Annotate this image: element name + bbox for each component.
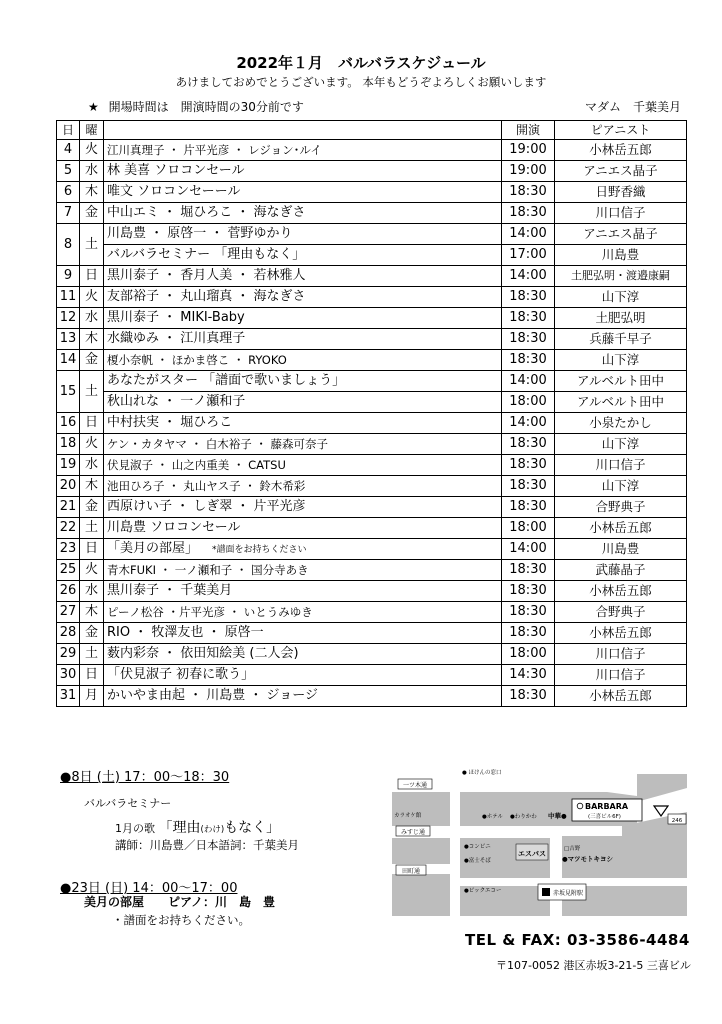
tel-fax: TEL & FAX: 03-3586-4484 [465, 931, 690, 949]
song-prefix: 1月の歌 [115, 822, 155, 835]
day-cell: 5 [57, 161, 80, 182]
time-cell: 14:30 [502, 665, 555, 686]
weekday-cell: 金 [80, 203, 104, 224]
event1-title: ●8日 (土) 17：00～18：30 [60, 770, 230, 785]
pianist-cell: 小林岳五郎 [555, 686, 687, 707]
day-cell: 7 [57, 203, 80, 224]
weekday-cell: 水 [80, 308, 104, 329]
pianist-cell: 山下淳 [555, 434, 687, 455]
table-row [57, 602, 687, 623]
performer-text: 「伏見淑子 初春に歌う」 [107, 667, 255, 682]
weekday-cell: 木 [80, 329, 104, 350]
pianist-cell: 川口信子 [555, 665, 687, 686]
day-cell: 22 [57, 518, 80, 539]
performer-text: 秋山れな ・ 一ノ瀬和子 [107, 394, 246, 409]
weekday-cell: 木 [80, 182, 104, 203]
pianist-cell: 小林岳五郎 [555, 623, 687, 644]
song-title-a: 「理由 [158, 820, 201, 836]
performer-text: 「美月の部屋」 [107, 540, 199, 556]
performer-text: ピーノ松谷 ・片平光彦 ・ いとうみゆき [107, 605, 313, 619]
performer-cell [104, 581, 502, 602]
map-label: □吉野 [564, 846, 581, 852]
table-row [57, 140, 687, 161]
opening-note-text: 開場時間は 開演時間の30分前です [108, 100, 304, 114]
day-cell: 26 [57, 581, 80, 602]
map-label: カラオケ館 [394, 813, 422, 819]
weekday-cell: 水 [80, 581, 104, 602]
table-row [57, 392, 687, 413]
table-row [57, 455, 687, 476]
map-label: 一ツ木通 [402, 782, 428, 789]
day-cell: 21 [57, 497, 80, 518]
time-cell: 18:00 [502, 644, 555, 665]
time-cell: 14:00 [502, 371, 555, 392]
day-cell: 16 [57, 413, 80, 434]
performer-text: あなたがスター 「譜面で歌いましょう」 [107, 373, 346, 388]
table-row [57, 224, 687, 245]
performer-cell [104, 476, 502, 497]
time-cell: 17:00 [502, 245, 555, 266]
performer-cell [104, 350, 502, 371]
map-label: (三喜ビル6F) [588, 814, 621, 820]
song-title-b: もなく」 [224, 820, 281, 836]
performer-text: ケン・カタヤマ ・ 白木裕子 ・ 藤森可奈子 [107, 437, 329, 451]
table-row [57, 665, 687, 686]
map-label: 赤坂見附駅 [553, 890, 584, 897]
pianist-cell: アニエス晶子 [555, 161, 687, 182]
time-cell: 14:00 [502, 224, 555, 245]
performer-cell [104, 182, 502, 203]
pianist-cell: 土肥弘明・渡邉康嗣 [555, 266, 687, 287]
weekday-cell: 水 [80, 161, 104, 182]
pianist-cell: 川口信子 [555, 455, 687, 476]
time-cell: 18:30 [502, 455, 555, 476]
day-cell: 30 [57, 665, 80, 686]
pianist-cell: 川口信子 [555, 644, 687, 665]
map-label: BARBARA [585, 802, 629, 811]
map-label: ●コンビニ [464, 844, 491, 850]
map-label: ● ほけんの窓口 [462, 770, 502, 776]
performer-text: 黒川泰子 ・ MIKI-Baby [107, 310, 245, 325]
performer-text: 水織ゆみ ・ 江川真理子 [107, 331, 246, 346]
performer-cell [104, 539, 502, 560]
performer-cell [104, 224, 502, 245]
day-cell: 4 [57, 140, 80, 161]
weekday-cell: 土 [80, 518, 104, 539]
weekday-cell: 火 [80, 287, 104, 308]
performer-cell [104, 413, 502, 434]
map-label: ●ビックエコー [464, 888, 502, 894]
weekday-cell: 土 [80, 224, 104, 266]
table-row [57, 371, 687, 392]
performer-cell [104, 623, 502, 644]
performer-text: 池田ひろ子 ・ 丸山ヤス子 ・ 鈴木希彩 [107, 479, 306, 493]
performer-text: 唯文 ソロコンセーール [107, 184, 241, 199]
pianist-cell: 小林岳五郎 [555, 581, 687, 602]
day-cell: 31 [57, 686, 80, 707]
map-label: 中華● [548, 812, 567, 820]
day-cell: 19 [57, 455, 80, 476]
map-label: エスパス [518, 850, 546, 858]
madam-name: マダム 千葉美月 [584, 100, 681, 114]
time-cell: 18:30 [502, 308, 555, 329]
performer-text: バルバラセミナー 「理由もなく」 [107, 247, 306, 262]
col-day-header: 日 [57, 121, 80, 140]
pianist-cell: 小林岳五郎 [555, 518, 687, 539]
weekday-cell: 日 [80, 266, 104, 287]
event1-subtitle: バルバラセミナー [84, 797, 172, 810]
weekday-cell: 日 [80, 539, 104, 560]
pianist-cell: 山下淳 [555, 350, 687, 371]
weekday-cell: 木 [80, 476, 104, 497]
performer-cell [104, 665, 502, 686]
performer-cell [104, 329, 502, 350]
day-cell: 14 [57, 350, 80, 371]
pianist-cell: 小泉たかし [555, 413, 687, 434]
weekday-cell: 金 [80, 497, 104, 518]
pianist-cell: 兵藤千早子 [555, 329, 687, 350]
performer-text: RIO ・ 牧澤友也 ・ 原啓一 [107, 625, 264, 640]
greeting: あけましておめでとうございます。 本年もどうぞよろしくお願いします [175, 75, 547, 89]
performer-cell [104, 161, 502, 182]
time-cell: 18:30 [502, 329, 555, 350]
pianist-cell: 合野典子 [555, 497, 687, 518]
table-row [57, 581, 687, 602]
day-cell: 25 [57, 560, 80, 581]
pianist-cell: 日野香織 [555, 182, 687, 203]
table-row [57, 497, 687, 518]
performer-note: *譜面をお持ちください [212, 544, 307, 555]
day-cell: 13 [57, 329, 80, 350]
weekday-cell: 土 [80, 644, 104, 665]
performer-cell [104, 644, 502, 665]
col-time-header: 開演 [502, 121, 555, 140]
time-cell: 18:30 [502, 497, 555, 518]
performer-text: 薮内彩奈 ・ 依田知絵美 (二人会) [107, 646, 299, 661]
map-label: ●わりかわ [510, 814, 537, 820]
performer-text: 伏見淑子 ・ 山之内重美 ・ CATSU [107, 458, 286, 472]
performer-cell [104, 287, 502, 308]
weekday-cell: 火 [80, 560, 104, 581]
table-row [57, 518, 687, 539]
time-cell: 14:00 [502, 539, 555, 560]
event1-staff: 講師：川島豊／日本語詞：千葉美月 [115, 838, 299, 852]
weekday-cell: 日 [80, 665, 104, 686]
table-row [57, 623, 687, 644]
performer-text: 黒川泰子 ・ 千葉美月 [107, 583, 233, 598]
table-row [57, 245, 687, 266]
performer-cell [104, 140, 502, 161]
weekday-cell: 土 [80, 371, 104, 413]
performer-cell [104, 434, 502, 455]
pianist-cell: 山下淳 [555, 287, 687, 308]
table-row [57, 266, 687, 287]
performer-text: 川島豊 ソロコンセール [107, 520, 241, 535]
weekday-cell: 火 [80, 140, 104, 161]
performer-cell [104, 686, 502, 707]
time-cell: 18:00 [502, 392, 555, 413]
weekday-cell: 月 [80, 686, 104, 707]
day-cell: 28 [57, 623, 80, 644]
day-cell: 20 [57, 476, 80, 497]
time-cell: 18:30 [502, 203, 555, 224]
time-cell: 14:00 [502, 266, 555, 287]
address: 〒107-0052 港区赤坂3-21-5 三喜ビル [496, 959, 691, 972]
weekday-cell: 金 [80, 623, 104, 644]
event2-title: ●23日 (日) 14：00～17：00 [60, 881, 238, 896]
performer-cell [104, 455, 502, 476]
pianist-cell: アニエス晶子 [555, 224, 687, 245]
table-row [57, 686, 687, 707]
pianist-cell: アルベルト田中 [555, 371, 687, 392]
pianist-cell: 川島豊 [555, 245, 687, 266]
event2-subtitle: 美月の部屋 ピアノ：川 島 豊 [84, 895, 276, 909]
time-cell: 19:00 [502, 161, 555, 182]
col-weekday-header: 曜 [80, 121, 104, 140]
time-cell: 18:30 [502, 350, 555, 371]
performer-cell [104, 245, 502, 266]
table-row [57, 350, 687, 371]
table-row [57, 287, 687, 308]
map-block [392, 874, 450, 916]
map-label: 田町通 [401, 868, 421, 875]
day-cell: 12 [57, 308, 80, 329]
subway-icon [542, 888, 550, 896]
col-performer-header [104, 121, 502, 140]
performer-cell [104, 203, 502, 224]
performer-cell [104, 560, 502, 581]
col-pianist-header: ピアニスト [555, 121, 687, 140]
day-cell: 23 [57, 539, 80, 560]
weekday-cell: 水 [80, 455, 104, 476]
table-row [57, 560, 687, 581]
access-map [392, 766, 687, 916]
performer-cell [104, 602, 502, 623]
table-row [57, 644, 687, 665]
performer-text: 川島豊 ・ 原啓一 ・ 菅野ゆかり [107, 226, 293, 241]
time-cell: 18:30 [502, 476, 555, 497]
time-cell: 14:00 [502, 413, 555, 434]
performer-text: 西原けい子 ・ しぎ翠 ・ 片平光彦 [107, 499, 306, 514]
map-block [392, 792, 450, 826]
table-row [57, 413, 687, 434]
performer-cell [104, 308, 502, 329]
day-cell: 6 [57, 182, 80, 203]
performer-cell [104, 392, 502, 413]
time-cell: 18:30 [502, 287, 555, 308]
pianist-cell: 山下淳 [555, 476, 687, 497]
map-label: ●富士そば [464, 858, 491, 864]
performer-cell [104, 371, 502, 392]
performer-cell [104, 497, 502, 518]
map-label: みすじ通 [400, 829, 426, 836]
table-header-row [57, 121, 687, 140]
time-cell: 18:30 [502, 623, 555, 644]
pianist-cell: 小林岳五郎 [555, 140, 687, 161]
time-cell: 18:30 [502, 581, 555, 602]
day-cell: 15 [57, 371, 80, 413]
map-label: 246 [671, 818, 683, 824]
weekday-cell: 火 [80, 434, 104, 455]
performer-text: 林 美喜 ソロコンセール [107, 163, 245, 178]
time-cell: 19:00 [502, 140, 555, 161]
weekday-cell: 金 [80, 350, 104, 371]
performer-cell [104, 518, 502, 539]
performer-cell [104, 266, 502, 287]
performer-text: 江川真理子 ・ 片平光彦 ・ レジョン･ルイ [107, 143, 322, 157]
event1-song [115, 817, 280, 837]
time-cell: 18:30 [502, 686, 555, 707]
star-icon: ★ [88, 100, 99, 114]
table-row [57, 434, 687, 455]
day-cell: 9 [57, 266, 80, 287]
time-cell: 18:30 [502, 182, 555, 203]
day-cell: 11 [57, 287, 80, 308]
day-cell: 8 [57, 224, 80, 266]
performer-text: 青木FUKI ・ 一ノ瀬和子 ・ 国分寺あき [107, 563, 309, 577]
performer-text: 榎小奈帆 ・ ほかま啓こ ・ RYOKO [107, 353, 287, 367]
table-row [57, 161, 687, 182]
pianist-cell: アルベルト田中 [555, 392, 687, 413]
pianist-cell: 合野典子 [555, 602, 687, 623]
map-block [392, 838, 450, 864]
performer-text: 中村扶実 ・ 堀ひろこ [107, 415, 233, 430]
day-cell: 18 [57, 434, 80, 455]
map-label: ●ホテル [482, 814, 504, 820]
event2-note: ・譜面をお持ちください。 [112, 913, 250, 927]
time-cell: 18:30 [502, 560, 555, 581]
performer-text: かいやま由起 ・ 川島豊 ・ ジョージ [107, 688, 319, 703]
map-label: ●マツモトキヨシ [562, 855, 613, 863]
pianist-cell: 川口信子 [555, 203, 687, 224]
weekday-cell: 木 [80, 602, 104, 623]
table-row [57, 329, 687, 350]
day-cell: 29 [57, 644, 80, 665]
weekday-cell: 日 [80, 413, 104, 434]
performer-text: 友部裕子 ・ 丸山瑠真 ・ 海なぎさ [107, 289, 306, 304]
pianist-cell: 土肥弘明 [555, 308, 687, 329]
table-row [57, 539, 687, 560]
pianist-cell: 川島豊 [555, 539, 687, 560]
table-row [57, 308, 687, 329]
table-row [57, 182, 687, 203]
schedule-table [56, 120, 687, 707]
performer-text: 黒川泰子 ・ 香月人美 ・ 若林雅人 [107, 268, 306, 283]
pianist-cell: 武藤晶子 [555, 560, 687, 581]
day-cell: 27 [57, 602, 80, 623]
time-cell: 18:30 [502, 434, 555, 455]
song-ruby: (わけ) [200, 825, 225, 835]
table-row [57, 476, 687, 497]
table-row [57, 203, 687, 224]
performer-text: 中山エミ ・ 堀ひろこ ・ 海なぎさ [107, 205, 306, 220]
time-cell: 18:30 [502, 602, 555, 623]
page-title: 2022年１月 バルバラスケジュール [236, 54, 486, 72]
opening-note [88, 98, 304, 115]
time-cell: 18:00 [502, 518, 555, 539]
